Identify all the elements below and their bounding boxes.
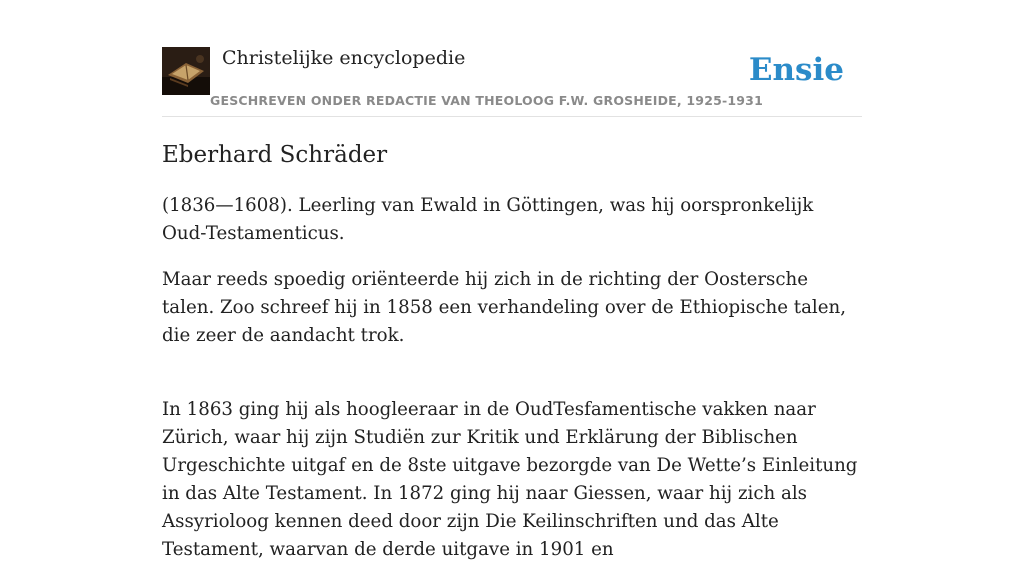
article-body	[162, 192, 862, 582]
article-title: Eberhard Schräder	[162, 142, 388, 168]
book-photo-graphic	[162, 47, 210, 95]
article-paragraph: Maar reeds spoedig oriënteerde hij zich in de richting der Oostersche talen. Zoo schreef hij in 1858 een verhandeling over de Ethiopische talen, die zeer de aandacht trok.	[162, 269, 847, 346]
site-header	[162, 46, 862, 117]
book-photo-icon[interactable]	[162, 47, 210, 95]
ensie-logo-link[interactable]: Ensie	[748, 52, 844, 88]
article-paragraph: In 1863 ging hij als hoogleeraar in de OudTesfamentische vakken naar Zürich, waar hij zijn Studiën zur Kritik und Erklärung der Biblischen Urgeschichte uitgaf en de 8ste uitgave bezorgde van De Wette’s Einleitung in das Alte Testament. In 1872 ging hij naar Giessen, waar hij zich als Assyrioloog kennen deed door zijn Die Keilinschriften und das Alte Testament, waarvan de derde uitgave in 1901 en	[162, 399, 858, 560]
article-paragraph: (1836—1608). Leerling van Ewald in Göttingen, was hij oorspronkelijk Oud-Testamenticus.	[162, 195, 814, 244]
site-subtitle: GESCHREVEN ONDER REDACTIE VAN THEOLOOG F.W. GROSHEIDE, 1925-1931	[210, 93, 763, 108]
site-title[interactable]: Christelijke encyclopedie	[222, 47, 466, 69]
